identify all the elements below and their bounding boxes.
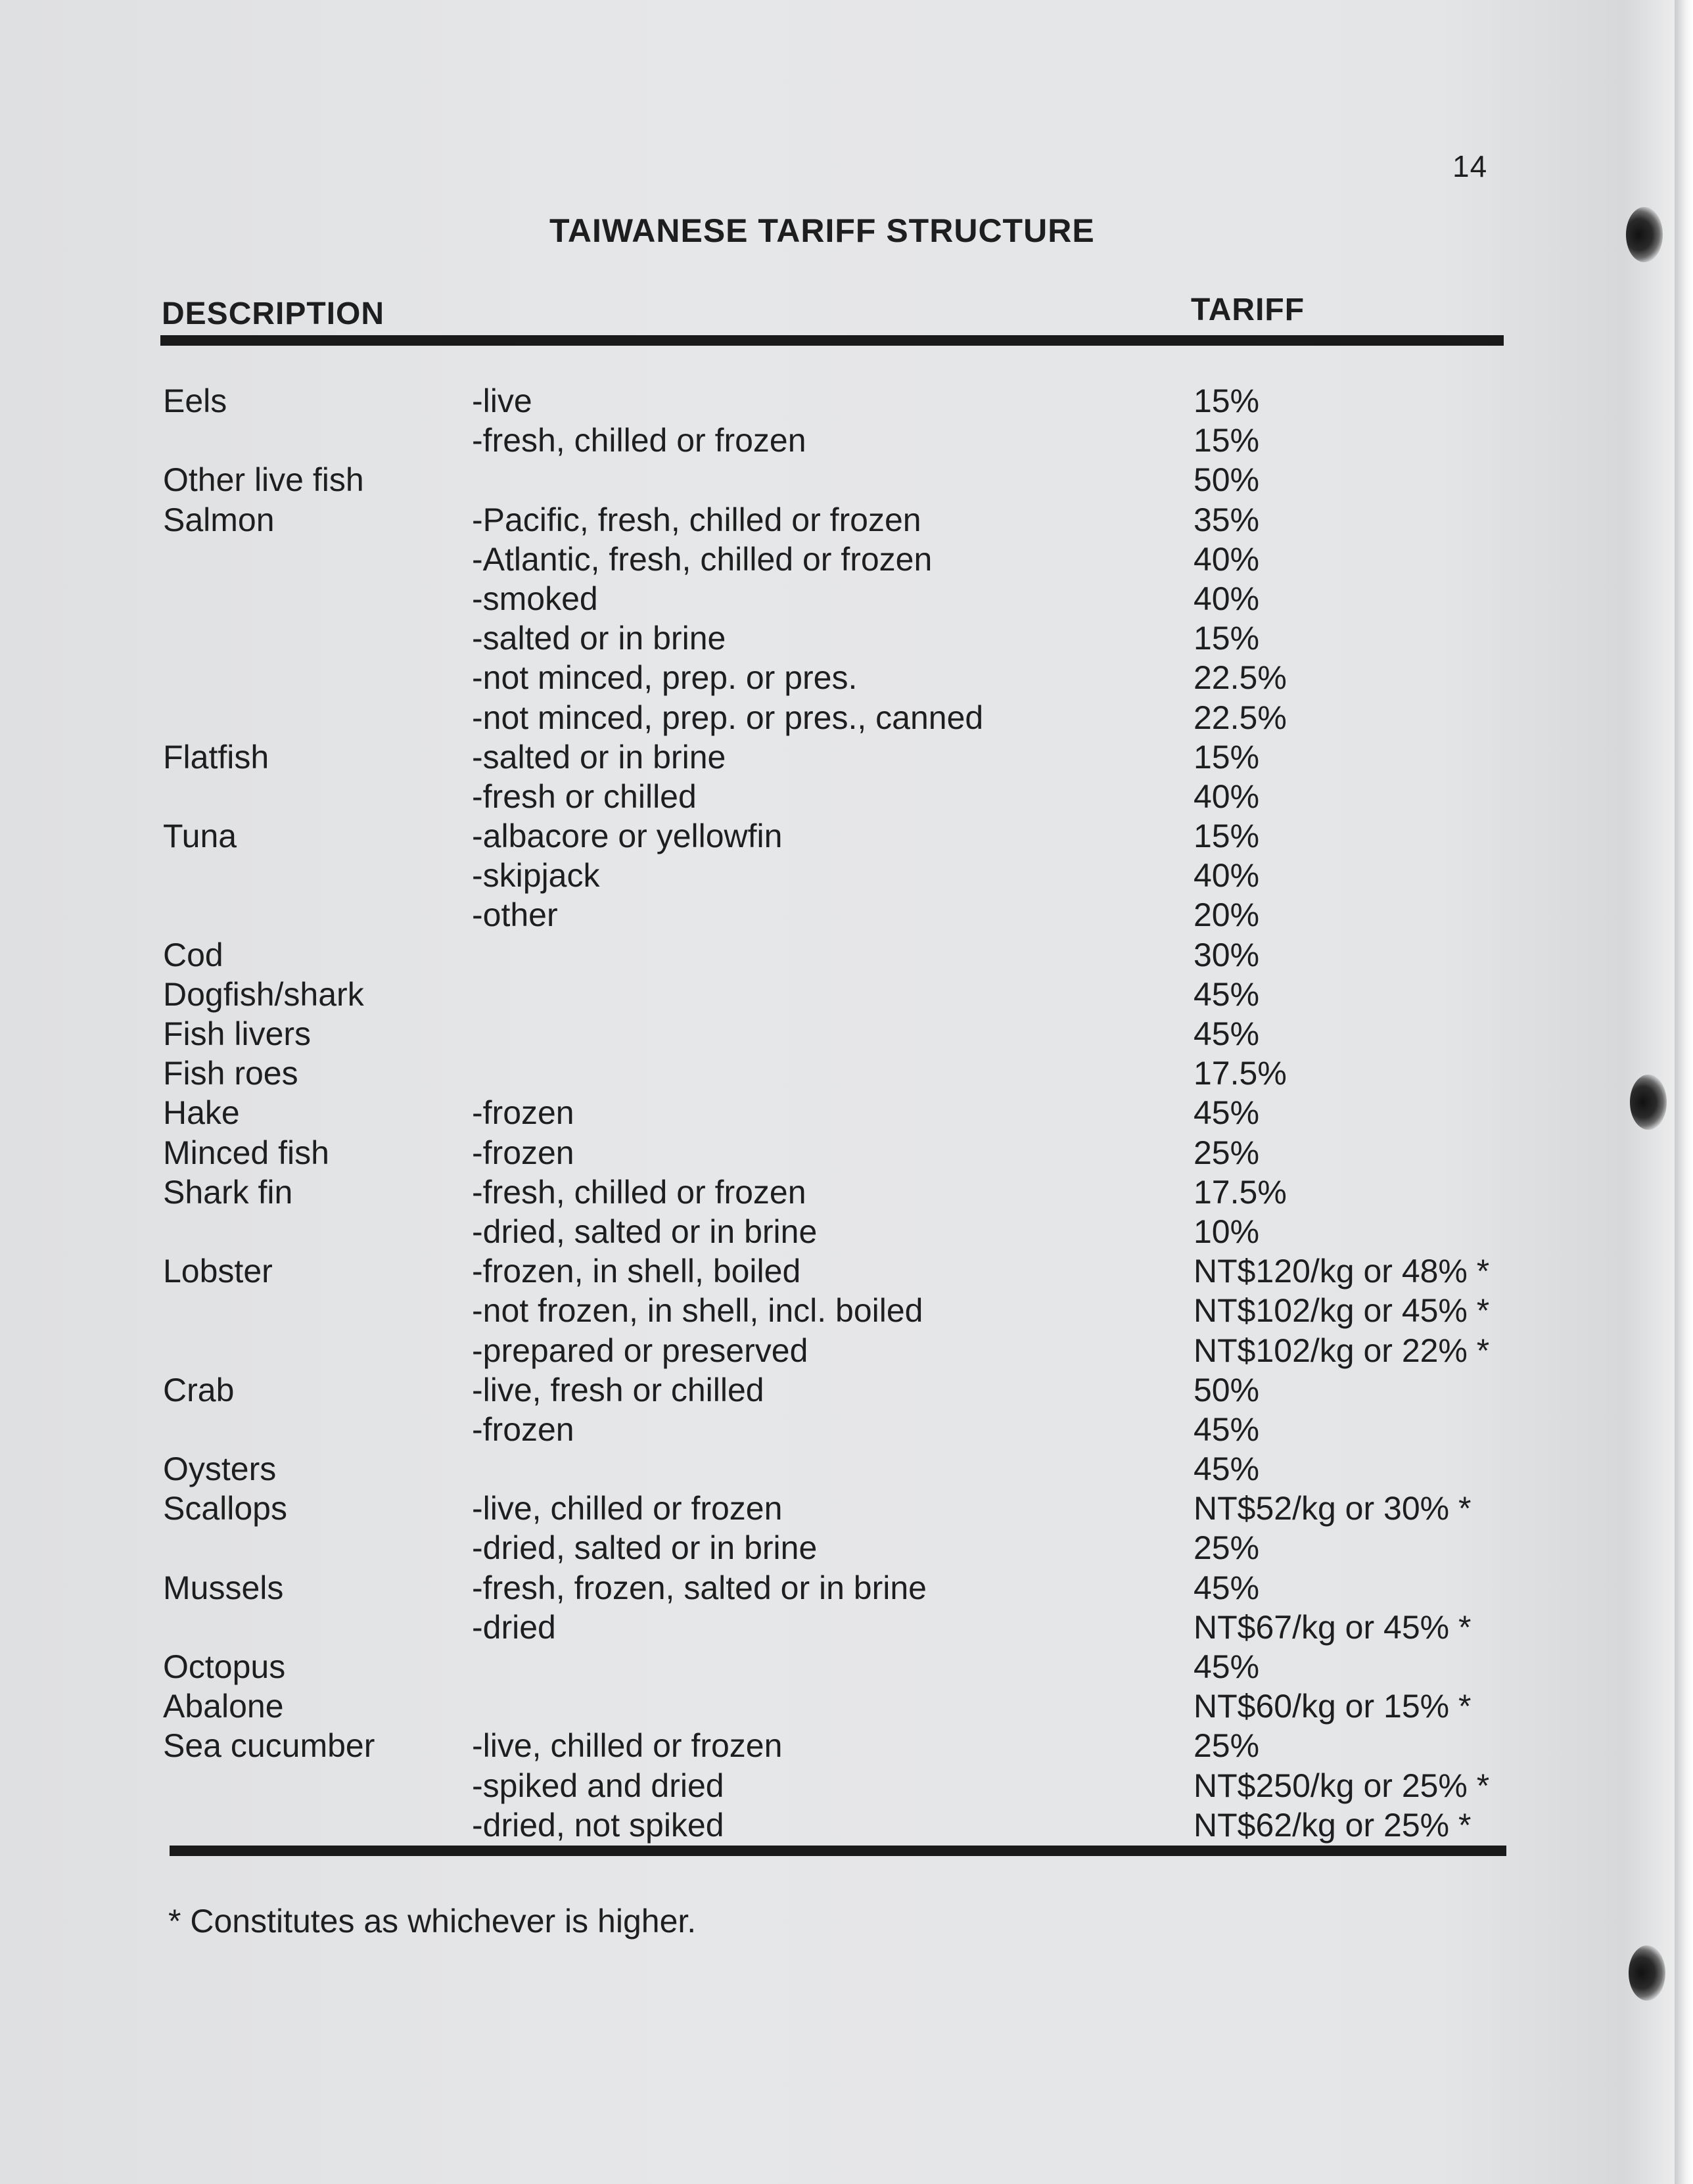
page-number: 14 (1452, 149, 1488, 183)
table-row (0, 1608, 1693, 1647)
table-row (0, 1133, 1693, 1173)
row-detail: -fresh, frozen, salted or in brine (472, 1569, 927, 1606)
row-tariff: 45% (1194, 1410, 1260, 1448)
table-row (0, 1331, 1693, 1370)
table-row (0, 856, 1693, 895)
row-detail: -Atlantic, fresh, chilled or frozen (472, 540, 933, 578)
row-tariff: NT$250/kg or 25% * (1194, 1767, 1490, 1804)
table-row (0, 737, 1693, 777)
table-row (0, 1014, 1693, 1054)
row-tariff: 30% (1194, 936, 1260, 973)
row-detail: -prepared or preserved (472, 1332, 808, 1369)
row-detail: -other (472, 896, 558, 934)
row-tariff: 17.5% (1194, 1173, 1287, 1211)
row-product: Other live fish (163, 461, 364, 499)
row-detail: -albacore or yellowfin (472, 818, 783, 855)
row-tariff: 45% (1194, 1648, 1260, 1685)
table-row (0, 1726, 1693, 1765)
row-detail: -Pacific, fresh, chilled or frozen (472, 501, 921, 538)
row-tariff: 17.5% (1194, 1055, 1287, 1092)
table-row (0, 658, 1693, 697)
row-product: Sea cucumber (163, 1727, 375, 1765)
table-row (0, 935, 1693, 975)
row-product: Minced fish (163, 1134, 329, 1171)
row-product: Hake (163, 1094, 240, 1132)
table-row (0, 1449, 1693, 1489)
row-detail: -frozen (472, 1134, 574, 1171)
row-tariff: 25% (1194, 1529, 1260, 1567)
row-detail: -spiked and dried (472, 1767, 724, 1804)
table-row (0, 1410, 1693, 1449)
column-header-tariff: TARIFF (1191, 292, 1305, 327)
binder-hole-top (1626, 207, 1663, 262)
row-detail: -frozen (472, 1094, 574, 1132)
row-detail: -fresh or chilled (472, 778, 697, 815)
row-product: Octopus (163, 1648, 286, 1685)
row-tariff: 20% (1194, 896, 1260, 934)
row-product: Abalone (163, 1688, 284, 1725)
row-product: Tuna (163, 818, 237, 855)
row-detail: -fresh, chilled or frozen (472, 422, 806, 459)
row-product: Dogfish/shark (163, 975, 364, 1013)
table-row (0, 579, 1693, 618)
table-row (0, 1054, 1693, 1093)
table-row (0, 1370, 1693, 1410)
row-detail: -live (472, 383, 532, 419)
row-product: Eels (163, 383, 227, 419)
row-tariff: NT$60/kg or 15% * (1194, 1688, 1472, 1725)
row-product: Scallops (163, 1490, 287, 1527)
row-tariff: 40% (1194, 580, 1260, 617)
row-detail: -skipjack (472, 857, 600, 895)
table-bottom-rule (170, 1846, 1506, 1856)
row-tariff: 25% (1194, 1727, 1260, 1765)
table-row (0, 1647, 1693, 1686)
row-detail: -salted or in brine (472, 738, 726, 776)
row-tariff: NT$67/kg or 45% * (1194, 1608, 1472, 1646)
row-tariff: 22.5% (1194, 699, 1287, 736)
row-product: Lobster (163, 1253, 273, 1290)
footnote: * Constitutes as whichever is higher. (168, 1903, 697, 1940)
table-row (0, 1528, 1693, 1568)
table-row (0, 1212, 1693, 1251)
row-product: Fish roes (163, 1055, 298, 1092)
row-product: Shark fin (163, 1173, 293, 1211)
row-product: Crab (163, 1371, 235, 1408)
row-tariff: 40% (1194, 540, 1260, 578)
table-row (0, 1568, 1693, 1608)
row-tariff: 15% (1194, 383, 1260, 419)
row-tariff: 40% (1194, 778, 1260, 815)
row-detail: -not minced, prep. or pres. (472, 659, 858, 697)
page-title: TAIWANESE TARIFF STRUCTURE (549, 212, 1095, 249)
row-tariff: 15% (1194, 818, 1260, 855)
row-detail: -salted or in brine (472, 620, 726, 657)
row-product: Salmon (163, 501, 275, 538)
row-tariff: 45% (1194, 1451, 1260, 1488)
table-row (0, 698, 1693, 737)
table-row (0, 618, 1693, 658)
row-detail: -not frozen, in shell, incl. boiled (472, 1292, 923, 1330)
row-tariff: 50% (1194, 1371, 1260, 1408)
tariff-table-body (0, 381, 1693, 1845)
row-tariff: 35% (1194, 501, 1260, 538)
row-product: Cod (163, 936, 223, 973)
row-tariff: 10% (1194, 1213, 1260, 1250)
row-detail: -live, chilled or frozen (472, 1490, 783, 1527)
row-detail: -dried, salted or in brine (472, 1529, 818, 1567)
table-row (0, 500, 1693, 540)
table-row (0, 1173, 1693, 1212)
row-detail: -smoked (472, 580, 598, 617)
row-tariff: 40% (1194, 857, 1260, 895)
table-row (0, 540, 1693, 579)
row-tariff: 15% (1194, 738, 1260, 776)
row-product: Flatfish (163, 738, 269, 776)
table-row (0, 816, 1693, 856)
row-product: Fish livers (163, 1015, 312, 1052)
row-tariff: 50% (1194, 461, 1260, 499)
table-row (0, 1686, 1693, 1726)
binder-hole-bottom (1629, 1945, 1665, 2001)
table-row (0, 381, 1693, 421)
row-tariff: 45% (1194, 1569, 1260, 1606)
row-detail: -not minced, prep. or pres., canned (472, 699, 984, 736)
row-tariff: 45% (1194, 1015, 1260, 1052)
row-tariff: 45% (1194, 1094, 1260, 1132)
row-detail: -frozen (472, 1410, 574, 1448)
row-tariff: 15% (1194, 620, 1260, 657)
table-row (0, 1251, 1693, 1291)
row-tariff: 22.5% (1194, 659, 1287, 697)
table-row (0, 1805, 1693, 1845)
table-row (0, 1489, 1693, 1528)
table-top-rule (160, 335, 1504, 346)
row-tariff: NT$102/kg or 45% * (1194, 1292, 1490, 1330)
row-tariff: 15% (1194, 422, 1260, 459)
table-row (0, 1093, 1693, 1132)
table-row (0, 895, 1693, 935)
table-row (0, 460, 1693, 500)
table-row (0, 1291, 1693, 1330)
row-detail: -live, chilled or frozen (472, 1727, 783, 1765)
row-detail: -dried, not spiked (472, 1806, 724, 1844)
row-detail: -fresh, chilled or frozen (472, 1173, 806, 1211)
table-row (0, 421, 1693, 460)
row-tariff: 45% (1194, 975, 1260, 1013)
row-product: Oysters (163, 1451, 277, 1488)
row-tariff: NT$62/kg or 25% * (1194, 1806, 1472, 1844)
row-tariff: NT$52/kg or 30% * (1194, 1490, 1472, 1527)
row-detail: -live, fresh or chilled (472, 1371, 764, 1408)
table-row (0, 777, 1693, 816)
row-detail: -frozen, in shell, boiled (472, 1253, 801, 1290)
row-tariff: NT$120/kg or 48% * (1194, 1253, 1490, 1290)
row-tariff: NT$102/kg or 22% * (1194, 1332, 1490, 1369)
column-header-description: DESCRIPTION (162, 296, 385, 331)
row-detail: -dried, salted or in brine (472, 1213, 818, 1250)
row-product: Mussels (163, 1569, 284, 1606)
row-detail: -dried (472, 1608, 556, 1646)
row-tariff: 25% (1194, 1134, 1260, 1171)
table-row (0, 975, 1693, 1014)
table-row (0, 1766, 1693, 1805)
